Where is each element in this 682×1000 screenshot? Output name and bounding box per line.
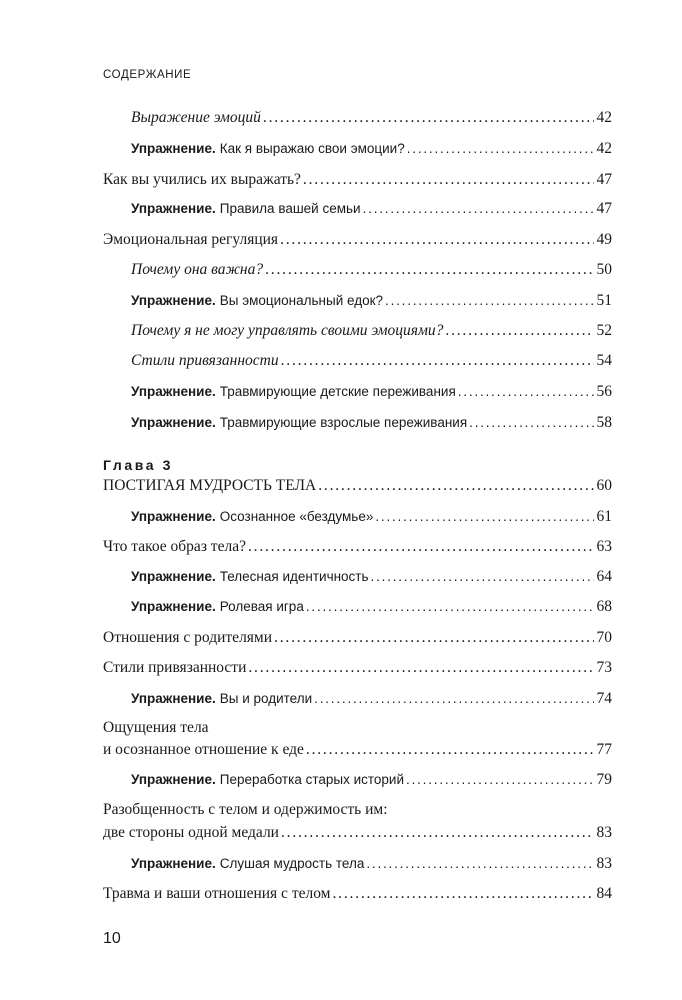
toc-entry[interactable]: [131, 352, 612, 370]
page-number: 47: [596, 200, 612, 217]
dot-leader: [406, 771, 593, 789]
exercise-label: Упражнение.: [131, 384, 216, 399]
entry-title: Телесная идентичность: [219, 569, 369, 584]
entry-title: и осознанное отношение к еде: [103, 741, 304, 758]
page-number: 42: [596, 140, 612, 157]
dot-leader: [265, 261, 593, 279]
entry-title: Стили привязанности: [103, 659, 247, 676]
exercise-label: Упражнение.: [131, 141, 216, 156]
page-number: 74: [596, 690, 612, 707]
dot-leader: [469, 414, 593, 432]
dot-leader: [281, 352, 594, 370]
dot-leader: [385, 292, 593, 310]
toc-entry[interactable]: [131, 261, 612, 279]
dot-leader: [445, 322, 593, 340]
exercise-label: Упражнение.: [131, 569, 216, 584]
toc-entry[interactable]: [103, 885, 612, 903]
exercise-label: Упражнение.: [131, 201, 216, 216]
entry-title: Что такое образ тела?: [103, 538, 246, 555]
page-number: 70: [596, 629, 612, 646]
toc-entry[interactable]: [103, 659, 612, 677]
page-number: 47: [596, 171, 612, 188]
toc-exercise-entry[interactable]: [131, 140, 612, 158]
entry-title: Стили привязанности: [131, 352, 279, 369]
entry-title: Ролевая игра: [219, 599, 304, 614]
entry-title: Травмирующие взрослые переживания: [219, 415, 468, 430]
dot-leader: [248, 538, 594, 556]
page-number: 58: [596, 414, 612, 431]
dot-leader: [274, 629, 593, 647]
page-number: 50: [596, 261, 612, 278]
toc-exercise-entry[interactable]: [131, 292, 612, 310]
dot-leader: [363, 200, 594, 218]
dot-leader: [280, 231, 593, 249]
entry-title-first-line: Ощущения тела: [103, 719, 209, 736]
toc-entry[interactable]: [131, 322, 612, 340]
exercise-label: Упражнение.: [131, 415, 216, 430]
dot-leader: [458, 383, 594, 401]
entry-title: Слушая мудрость тела: [219, 856, 365, 871]
dot-leader: [306, 598, 594, 616]
toc-entry[interactable]: [103, 231, 612, 249]
toc-exercise-entry[interactable]: [131, 414, 612, 432]
toc-exercise-entry[interactable]: [131, 771, 612, 789]
page-number: 77: [596, 741, 612, 758]
running-header: СОДЕРЖАНИЕ: [103, 69, 192, 81]
toc-exercise-entry[interactable]: [131, 200, 612, 218]
exercise-label: Упражнение.: [131, 691, 216, 706]
entry-title-first-line: Разобщенность с телом и одержимость им:: [103, 801, 388, 818]
page-number: 83: [596, 824, 612, 841]
entry-title: Травма и ваши отношения с телом: [103, 885, 331, 902]
page-folio: 10: [103, 930, 121, 947]
page-number: 54: [596, 352, 612, 369]
toc-exercise-entry[interactable]: [131, 690, 612, 708]
toc-entry[interactable]: [103, 824, 612, 842]
toc-exercise-entry[interactable]: [131, 568, 612, 586]
entry-title: Почему она важна?: [131, 261, 264, 278]
toc-entry[interactable]: [103, 629, 612, 647]
page-number: 61: [596, 508, 612, 525]
entry-title: Правила вашей семьи: [219, 201, 361, 216]
entry-title: Отношения с родителями: [103, 629, 273, 646]
page-number: 63: [596, 538, 612, 555]
dot-leader: [375, 508, 593, 526]
page-number: 84: [596, 885, 612, 902]
chapter-heading: Глава 3: [103, 457, 174, 473]
toc-entry[interactable]: [103, 741, 612, 759]
entry-title: Как вы учились их выражать?: [103, 171, 301, 188]
toc-entry[interactable]: [103, 538, 612, 556]
dot-leader: [248, 659, 593, 677]
entry-title: Переработка старых историй: [219, 772, 405, 787]
page-number: 83: [596, 855, 612, 872]
dot-leader: [303, 171, 594, 189]
entry-title: Почему я не могу управлять своими эмоциями?: [131, 322, 444, 339]
exercise-label: Упражнение.: [131, 599, 216, 614]
page-number: 52: [596, 322, 612, 339]
toc-exercise-entry[interactable]: [131, 383, 612, 401]
dot-leader: [371, 568, 594, 586]
entry-title: Травмирующие детские переживания: [219, 384, 456, 399]
dot-leader: [407, 140, 594, 158]
exercise-label: Упражнение.: [131, 856, 216, 871]
exercise-label: Упражнение.: [131, 772, 216, 787]
entry-title: Вы эмоциональный едок?: [219, 293, 384, 308]
page-number: 60: [596, 477, 612, 494]
toc-entry[interactable]: [131, 109, 612, 127]
toc-entry[interactable]: [103, 171, 612, 189]
dot-leader: [306, 741, 594, 759]
page-number: 73: [596, 659, 612, 676]
dot-leader: [332, 885, 593, 903]
entry-title: Эмоциональная регуляция: [103, 231, 279, 248]
page-number: 79: [596, 771, 612, 788]
dot-leader: [281, 824, 594, 842]
dot-leader: [314, 690, 593, 708]
page-number: 64: [596, 568, 612, 585]
exercise-label: Упражнение.: [131, 509, 216, 524]
exercise-label: Упражнение.: [131, 293, 216, 308]
entry-title: ПОСТИГАЯ МУДРОСТЬ ТЕЛА: [103, 477, 317, 494]
toc-exercise-entry[interactable]: [131, 855, 612, 873]
entry-title: Осознанное «бездумье»: [219, 509, 374, 524]
page-number: 42: [596, 109, 612, 126]
entry-title: Выражение эмоций: [131, 109, 261, 126]
dot-leader: [318, 477, 593, 495]
toc-exercise-entry[interactable]: [131, 598, 612, 616]
page-number: 68: [596, 598, 612, 615]
dot-leader: [366, 855, 593, 873]
dot-leader: [263, 109, 594, 127]
page-number: 49: [596, 231, 612, 248]
toc-chapter-title[interactable]: [103, 477, 612, 495]
entry-title: Как я выражаю свои эмоции?: [219, 141, 405, 156]
entry-title: две стороны одной медали: [103, 824, 279, 841]
page-number: 56: [596, 383, 612, 400]
page-number: 51: [596, 292, 612, 309]
entry-title: Вы и родители: [219, 691, 313, 706]
toc-exercise-entry[interactable]: [131, 508, 612, 526]
